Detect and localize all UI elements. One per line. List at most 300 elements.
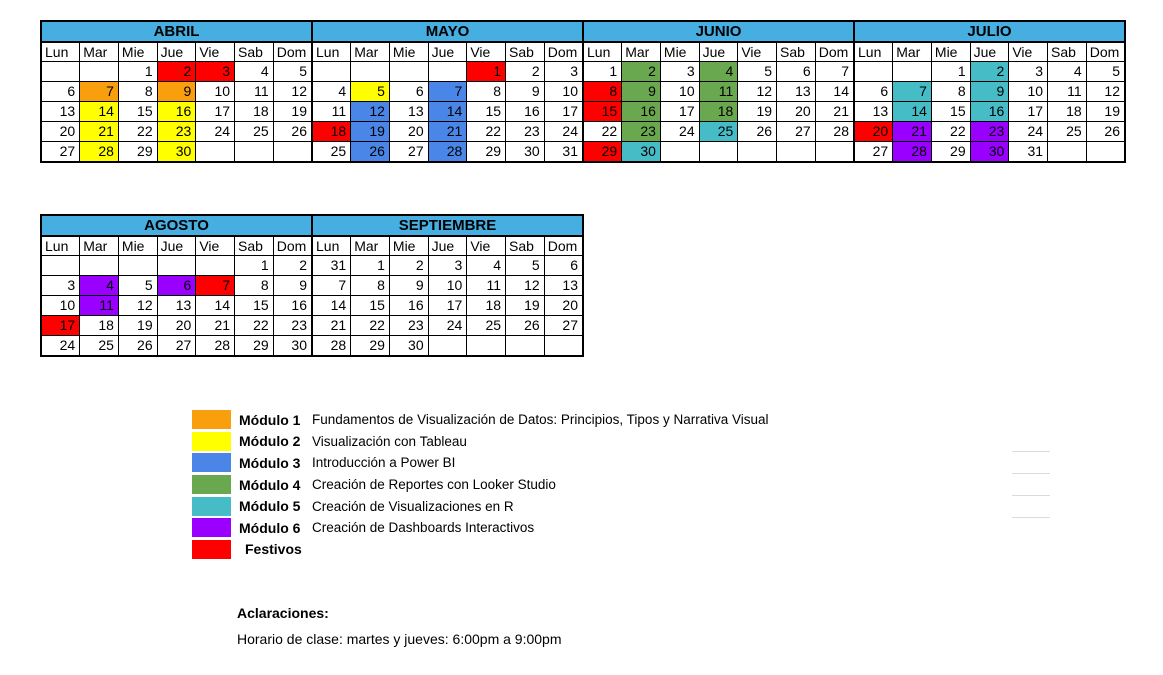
day-cell[interactable]: 18: [312, 122, 351, 142]
week-row: [312, 62, 583, 82]
day-cell[interactable]: 22: [931, 122, 970, 142]
day-cell[interactable]: 8: [467, 82, 506, 102]
day-cell[interactable]: 15: [931, 102, 970, 122]
day-cell[interactable]: [80, 62, 119, 82]
day-cell[interactable]: 16: [389, 296, 428, 316]
day-cell[interactable]: 2: [389, 256, 428, 276]
day-cell[interactable]: 8: [931, 82, 970, 102]
month-title: SEPTIEMBRE: [312, 215, 583, 236]
day-cell[interactable]: 25: [467, 316, 506, 336]
day-cell[interactable]: 22: [235, 316, 274, 336]
day-cell[interactable]: 1: [235, 256, 274, 276]
day-cell[interactable]: [196, 256, 235, 276]
day-cell[interactable]: 12: [506, 276, 545, 296]
day-cell[interactable]: 10: [428, 276, 467, 296]
weekday-label: Sab: [506, 42, 545, 62]
day-cell[interactable]: [351, 62, 390, 82]
day-cell[interactable]: 7: [312, 276, 351, 296]
day-cell[interactable]: 17: [544, 102, 583, 122]
week-row: [41, 336, 312, 357]
month-header-row: [583, 21, 854, 42]
month-title: MAYO: [312, 21, 583, 42]
day-cell[interactable]: 9: [273, 276, 312, 296]
week-row: [312, 142, 583, 163]
legend-row: [192, 452, 768, 474]
day-cell[interactable]: [41, 62, 80, 82]
weekday-label: Jue: [157, 42, 196, 62]
weekday-label: Dom: [273, 42, 312, 62]
legend-desc: Creación de Reportes con Looker Studio: [312, 477, 556, 493]
weekday-label: Sab: [1048, 42, 1087, 62]
day-cell[interactable]: 7: [893, 82, 932, 102]
day-cell[interactable]: 13: [157, 296, 196, 316]
day-cell[interactable]: 30: [622, 142, 661, 163]
day-cell[interactable]: 4: [80, 276, 119, 296]
month-header-row: [41, 215, 312, 236]
weekday-label: Mar: [351, 42, 390, 62]
weekday-label: Mar: [80, 236, 119, 256]
notes-schedule: Horario de clase: martes y jueves: 6:00pm a 9:00pm: [237, 631, 562, 647]
day-cell[interactable]: 6: [157, 276, 196, 296]
day-cell[interactable]: 26: [738, 122, 777, 142]
day-cell[interactable]: [1048, 142, 1087, 163]
day-cell[interactable]: 21: [815, 102, 854, 122]
day-cell[interactable]: 11: [1048, 82, 1087, 102]
day-cell[interactable]: 4: [467, 256, 506, 276]
day-cell[interactable]: 13: [854, 102, 893, 122]
weekday-label: Dom: [1086, 42, 1125, 62]
month-header-row: [312, 21, 583, 42]
day-cell[interactable]: 4: [235, 62, 274, 82]
day-cell[interactable]: 10: [660, 82, 699, 102]
week-row: [854, 142, 1125, 163]
legend-desc: Visualización con Tableau: [312, 433, 467, 449]
legend-swatch-festivo: [192, 540, 231, 559]
weekday-label: Vie: [196, 42, 235, 62]
day-cell[interactable]: 4: [1048, 62, 1087, 82]
day-cell[interactable]: 13: [544, 276, 583, 296]
day-cell[interactable]: 2: [622, 62, 661, 82]
day-cell[interactable]: 7: [80, 82, 119, 102]
day-cell[interactable]: 4: [699, 62, 738, 82]
weekday-label: Lun: [854, 42, 893, 62]
week-row: [312, 256, 583, 276]
day-cell[interactable]: 18: [1048, 102, 1087, 122]
day-cell[interactable]: 6: [544, 256, 583, 276]
legend-desc: Creación de Dashboards Interactivos: [312, 520, 535, 536]
day-cell[interactable]: 6: [389, 82, 428, 102]
week-row: [41, 62, 312, 82]
weekday-label: Vie: [738, 42, 777, 62]
day-cell[interactable]: 29: [583, 142, 622, 163]
day-cell[interactable]: 12: [273, 82, 312, 102]
legend-desc: Fundamentos de Visualización de Datos: Principios, Tipos y Narrativa Visual: [312, 412, 769, 428]
legend-swatch-m2: [192, 432, 231, 451]
day-cell[interactable]: 8: [235, 276, 274, 296]
day-cell[interactable]: 23: [273, 316, 312, 336]
day-cell[interactable]: 20: [41, 122, 80, 142]
day-cell[interactable]: 24: [196, 122, 235, 142]
week-row: [312, 102, 583, 122]
day-cell[interactable]: 27: [544, 316, 583, 336]
weekday-label: Dom: [544, 236, 583, 256]
day-cell[interactable]: 10: [41, 296, 80, 316]
day-cell[interactable]: 25: [1048, 122, 1087, 142]
day-cell[interactable]: 10: [1009, 82, 1048, 102]
day-cell[interactable]: 24: [1009, 122, 1048, 142]
day-cell[interactable]: 15: [118, 102, 157, 122]
legend-label: Festivos: [245, 541, 302, 558]
day-cell[interactable]: 21: [80, 122, 119, 142]
weekday-label: Mie: [118, 236, 157, 256]
weekday-label: Mie: [389, 236, 428, 256]
day-cell[interactable]: 14: [80, 102, 119, 122]
day-cell[interactable]: 29: [931, 142, 970, 163]
day-cell[interactable]: 11: [312, 102, 351, 122]
day-cell[interactable]: 21: [893, 122, 932, 142]
day-cell[interactable]: 4: [312, 82, 351, 102]
weekday-label: Sab: [506, 236, 545, 256]
legend-row: [192, 517, 768, 539]
day-cell[interactable]: 24: [544, 122, 583, 142]
day-cell[interactable]: 16: [506, 102, 545, 122]
legend-label: Módulo 3: [239, 454, 301, 471]
month-title: JUNIO: [583, 21, 854, 42]
day-cell[interactable]: 8: [583, 82, 622, 102]
day-cell[interactable]: 19: [1086, 102, 1125, 122]
day-cell[interactable]: 23: [970, 122, 1009, 142]
day-cell[interactable]: 14: [815, 82, 854, 102]
weekday-label: Mar: [622, 42, 661, 62]
day-cell[interactable]: [118, 256, 157, 276]
day-cell[interactable]: 1: [351, 256, 390, 276]
legend-label: Módulo 6: [239, 519, 301, 536]
day-cell[interactable]: 19: [273, 102, 312, 122]
day-cell[interactable]: 3: [428, 256, 467, 276]
day-cell[interactable]: 28: [815, 122, 854, 142]
day-cell[interactable]: 21: [312, 316, 351, 336]
day-cell[interactable]: 19: [118, 316, 157, 336]
day-cell[interactable]: [196, 142, 235, 163]
day-cell[interactable]: 31: [312, 256, 351, 276]
day-cell[interactable]: [854, 62, 893, 82]
legend-label: Módulo 1: [239, 411, 301, 428]
day-cell[interactable]: 31: [1009, 142, 1048, 163]
day-cell[interactable]: 12: [118, 296, 157, 316]
day-cell[interactable]: 15: [235, 296, 274, 316]
day-cell[interactable]: 18: [235, 102, 274, 122]
day-cell[interactable]: 18: [699, 102, 738, 122]
day-cell[interactable]: [699, 142, 738, 163]
day-cell[interactable]: 30: [506, 142, 545, 163]
day-cell[interactable]: 12: [1086, 82, 1125, 102]
day-cell[interactable]: 11: [467, 276, 506, 296]
weekday-header-row: [583, 42, 854, 62]
weekday-label: Lun: [312, 42, 351, 62]
day-cell[interactable]: 28: [428, 142, 467, 163]
day-cell[interactable]: 13: [777, 82, 816, 102]
day-cell[interactable]: 3: [660, 62, 699, 82]
day-cell[interactable]: 5: [506, 256, 545, 276]
day-cell[interactable]: 20: [389, 122, 428, 142]
day-cell[interactable]: 26: [118, 336, 157, 357]
day-cell[interactable]: 21: [196, 316, 235, 336]
day-cell[interactable]: 28: [312, 336, 351, 357]
day-cell[interactable]: 16: [273, 296, 312, 316]
legend-swatch-m4: [192, 475, 231, 494]
day-cell[interactable]: 1: [931, 62, 970, 82]
day-cell[interactable]: 3: [544, 62, 583, 82]
day-cell[interactable]: 5: [118, 276, 157, 296]
day-cell[interactable]: 30: [389, 336, 428, 357]
week-row: [312, 296, 583, 316]
day-cell[interactable]: 18: [467, 296, 506, 316]
day-cell[interactable]: 6: [41, 82, 80, 102]
week-row: [41, 316, 312, 336]
day-cell[interactable]: 26: [1086, 122, 1125, 142]
day-cell[interactable]: 26: [351, 142, 390, 163]
day-cell[interactable]: 23: [622, 122, 661, 142]
day-cell[interactable]: [467, 336, 506, 357]
day-cell[interactable]: 9: [506, 82, 545, 102]
day-cell[interactable]: 30: [273, 336, 312, 357]
day-cell[interactable]: [428, 62, 467, 82]
faint-cell-border-line: [1012, 451, 1050, 452]
day-cell[interactable]: 5: [351, 82, 390, 102]
day-cell[interactable]: 11: [699, 82, 738, 102]
day-cell[interactable]: 12: [351, 102, 390, 122]
day-cell[interactable]: 7: [428, 82, 467, 102]
day-cell[interactable]: 5: [273, 62, 312, 82]
weekday-label: Mar: [351, 236, 390, 256]
day-cell[interactable]: 5: [1086, 62, 1125, 82]
day-cell[interactable]: 22: [118, 122, 157, 142]
weekday-label: Sab: [235, 42, 274, 62]
legend-label: Módulo 5: [239, 498, 301, 515]
week-row: [41, 296, 312, 316]
day-cell[interactable]: 15: [583, 102, 622, 122]
day-cell[interactable]: 27: [157, 336, 196, 357]
day-cell[interactable]: 1: [118, 62, 157, 82]
day-cell[interactable]: 6: [854, 82, 893, 102]
day-cell[interactable]: 8: [118, 82, 157, 102]
day-cell[interactable]: 6: [777, 62, 816, 82]
day-cell[interactable]: [389, 62, 428, 82]
day-cell[interactable]: 27: [777, 122, 816, 142]
week-row: [854, 102, 1125, 122]
day-cell[interactable]: 27: [854, 142, 893, 163]
day-cell[interactable]: [544, 336, 583, 357]
day-cell[interactable]: 19: [351, 122, 390, 142]
day-cell[interactable]: 23: [157, 122, 196, 142]
day-cell[interactable]: 11: [80, 296, 119, 316]
day-cell[interactable]: 8: [351, 276, 390, 296]
weekday-label: Mie: [931, 42, 970, 62]
day-cell[interactable]: 10: [196, 82, 235, 102]
month-title: AGOSTO: [41, 215, 312, 236]
day-cell[interactable]: 2: [506, 62, 545, 82]
day-cell[interactable]: 16: [157, 102, 196, 122]
day-cell[interactable]: [273, 142, 312, 163]
day-cell[interactable]: 13: [389, 102, 428, 122]
day-cell[interactable]: 31: [544, 142, 583, 163]
day-cell[interactable]: 17: [428, 296, 467, 316]
day-cell[interactable]: [777, 142, 816, 163]
day-cell[interactable]: 27: [41, 142, 80, 163]
legend: [192, 409, 768, 560]
month-table-septiembre: [311, 214, 584, 357]
day-cell[interactable]: 16: [622, 102, 661, 122]
day-cell[interactable]: 21: [428, 122, 467, 142]
day-cell[interactable]: 20: [157, 316, 196, 336]
faint-cell-border-line: [1012, 473, 1050, 474]
day-cell[interactable]: [235, 142, 274, 163]
week-row: [312, 316, 583, 336]
week-row: [41, 276, 312, 296]
day-cell[interactable]: 20: [544, 296, 583, 316]
week-row: [41, 256, 312, 276]
day-cell[interactable]: 25: [699, 122, 738, 142]
day-cell[interactable]: 20: [854, 122, 893, 142]
day-cell[interactable]: 1: [467, 62, 506, 82]
day-cell[interactable]: [428, 336, 467, 357]
weekday-header-row: [854, 42, 1125, 62]
day-cell[interactable]: 2: [273, 256, 312, 276]
weekday-label: Sab: [777, 42, 816, 62]
day-cell[interactable]: 17: [1009, 102, 1048, 122]
day-cell[interactable]: 29: [118, 142, 157, 163]
legend-desc: Creación de Visualizaciones en R: [312, 498, 514, 514]
weekday-label: Lun: [41, 236, 80, 256]
day-cell[interactable]: 17: [41, 316, 80, 336]
week-row: [312, 336, 583, 357]
week-row: [583, 142, 854, 163]
day-cell[interactable]: [157, 256, 196, 276]
month-table-julio: [853, 20, 1126, 163]
calendar-row-bottom: [40, 214, 584, 357]
day-cell[interactable]: 16: [970, 102, 1009, 122]
day-cell[interactable]: [41, 256, 80, 276]
day-cell[interactable]: 3: [41, 276, 80, 296]
day-cell[interactable]: 30: [157, 142, 196, 163]
day-cell[interactable]: 3: [196, 62, 235, 82]
weekday-label: Vie: [467, 42, 506, 62]
day-cell[interactable]: 22: [351, 316, 390, 336]
week-row: [41, 82, 312, 102]
day-cell[interactable]: 7: [196, 276, 235, 296]
day-cell[interactable]: 27: [389, 142, 428, 163]
day-cell[interactable]: [893, 62, 932, 82]
legend-swatch-m3: [192, 453, 231, 472]
day-cell[interactable]: 2: [970, 62, 1009, 82]
day-cell[interactable]: 29: [467, 142, 506, 163]
day-cell[interactable]: 24: [428, 316, 467, 336]
weekday-label: Jue: [157, 236, 196, 256]
day-cell[interactable]: 22: [583, 122, 622, 142]
weekday-label: Jue: [699, 42, 738, 62]
weekday-label: Vie: [467, 236, 506, 256]
day-cell[interactable]: 29: [351, 336, 390, 357]
weekday-label: Dom: [815, 42, 854, 62]
day-cell[interactable]: 12: [738, 82, 777, 102]
day-cell[interactable]: [506, 336, 545, 357]
day-cell[interactable]: 14: [196, 296, 235, 316]
day-cell[interactable]: 14: [312, 296, 351, 316]
day-cell[interactable]: 19: [738, 102, 777, 122]
day-cell[interactable]: [660, 142, 699, 163]
day-cell[interactable]: 14: [428, 102, 467, 122]
week-row: [583, 62, 854, 82]
day-cell[interactable]: 22: [467, 122, 506, 142]
faint-cell-border-line: [1012, 495, 1050, 496]
day-cell[interactable]: 24: [41, 336, 80, 357]
day-cell[interactable]: 15: [351, 296, 390, 316]
day-cell[interactable]: 11: [235, 82, 274, 102]
day-cell[interactable]: 9: [970, 82, 1009, 102]
day-cell[interactable]: 9: [157, 82, 196, 102]
day-cell[interactable]: [1086, 142, 1125, 163]
day-cell[interactable]: 5: [738, 62, 777, 82]
day-cell[interactable]: 30: [970, 142, 1009, 163]
week-row: [312, 122, 583, 142]
day-cell[interactable]: 19: [506, 296, 545, 316]
day-cell[interactable]: 25: [235, 122, 274, 142]
day-cell[interactable]: 2: [157, 62, 196, 82]
day-cell[interactable]: 23: [506, 122, 545, 142]
day-cell[interactable]: 15: [467, 102, 506, 122]
day-cell[interactable]: 28: [893, 142, 932, 163]
day-cell[interactable]: 18: [80, 316, 119, 336]
notes-heading: Aclaraciones:: [237, 605, 329, 621]
day-cell[interactable]: 23: [389, 316, 428, 336]
day-cell[interactable]: 25: [312, 142, 351, 163]
day-cell[interactable]: [80, 256, 119, 276]
week-row: [583, 82, 854, 102]
day-cell[interactable]: 26: [506, 316, 545, 336]
day-cell[interactable]: [815, 142, 854, 163]
weekday-label: Mie: [389, 42, 428, 62]
day-cell[interactable]: 7: [815, 62, 854, 82]
week-row: [854, 62, 1125, 82]
day-cell[interactable]: [312, 62, 351, 82]
day-cell[interactable]: 26: [273, 122, 312, 142]
day-cell[interactable]: 3: [1009, 62, 1048, 82]
faint-cell-border-line: [1012, 517, 1050, 518]
day-cell[interactable]: 17: [660, 102, 699, 122]
month-title: JULIO: [854, 21, 1125, 42]
day-cell[interactable]: 28: [196, 336, 235, 357]
month-header-row: [41, 21, 312, 42]
day-cell[interactable]: 13: [41, 102, 80, 122]
day-cell[interactable]: 17: [196, 102, 235, 122]
legend-row: [192, 431, 768, 453]
day-cell[interactable]: 28: [80, 142, 119, 163]
legend-row: [192, 409, 768, 431]
month-table-mayo: [311, 20, 584, 163]
day-cell[interactable]: 29: [235, 336, 274, 357]
weekday-label: Mar: [80, 42, 119, 62]
day-cell[interactable]: 1: [583, 62, 622, 82]
day-cell[interactable]: 9: [622, 82, 661, 102]
day-cell[interactable]: 25: [80, 336, 119, 357]
day-cell[interactable]: [738, 142, 777, 163]
day-cell[interactable]: 14: [893, 102, 932, 122]
weekday-label: Vie: [196, 236, 235, 256]
day-cell[interactable]: 20: [777, 102, 816, 122]
day-cell[interactable]: 9: [389, 276, 428, 296]
day-cell[interactable]: 24: [660, 122, 699, 142]
day-cell[interactable]: 10: [544, 82, 583, 102]
